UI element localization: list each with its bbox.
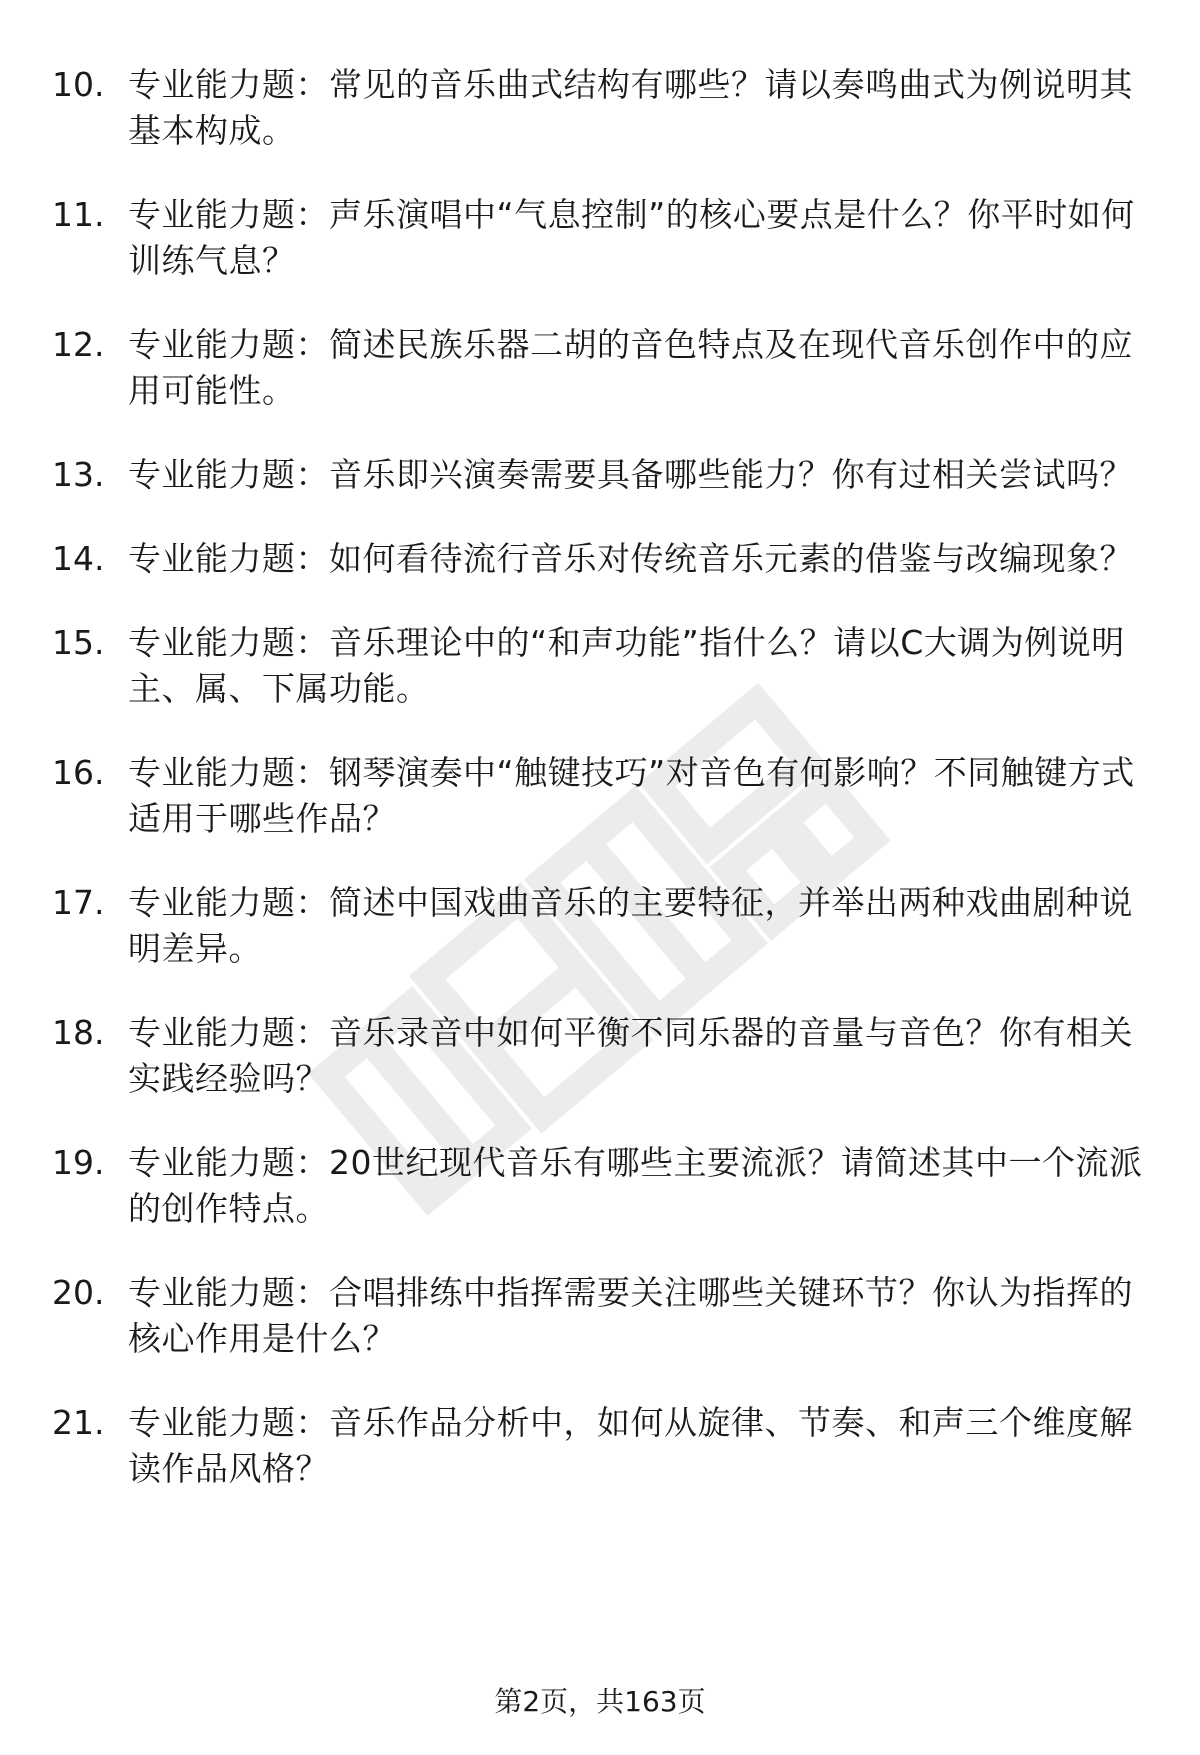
question-text: 专业能力题：声乐演唱中“气息控制”的核心要点是什么？你平时如何训练气息？	[128, 195, 1135, 280]
question-text: 专业能力题：钢琴演奏中“触键技巧”对音色有何影响？不同触键方式适用于哪些作品？	[128, 753, 1135, 838]
list-item	[52, 1140, 1152, 1232]
question-number: 12.	[52, 325, 105, 364]
list-item	[52, 620, 1152, 712]
list-item	[52, 880, 1152, 972]
list-item	[52, 322, 1152, 414]
question-number: 10.	[52, 65, 105, 104]
question-number: 13.	[52, 455, 105, 494]
question-number: 14.	[52, 539, 105, 578]
question-number: 21.	[52, 1403, 105, 1442]
list-item	[52, 1270, 1152, 1362]
question-number: 11.	[52, 195, 105, 234]
question-text: 专业能力题：常见的音乐曲式结构有哪些？请以奏鸣曲式为例说明其基本构成。	[128, 65, 1133, 150]
question-text: 专业能力题：音乐录音中如何平衡不同乐器的音量与音色？你有相关实践经验吗？	[128, 1013, 1133, 1098]
question-text: 专业能力题：简述中国戏曲音乐的主要特征，并举出两种戏曲剧种说明差异。	[128, 883, 1133, 968]
list-item	[52, 62, 1152, 154]
question-number: 15.	[52, 623, 105, 662]
question-number: 19.	[52, 1143, 105, 1182]
question-text: 专业能力题：合唱排练中指挥需要关注哪些关键环节？你认为指挥的核心作用是什么？	[128, 1273, 1133, 1358]
question-text: 专业能力题：音乐即兴演奏需要具备哪些能力？你有过相关尝试吗？	[128, 455, 1133, 494]
list-item	[52, 192, 1152, 284]
question-list	[52, 62, 1152, 1530]
list-item	[52, 1400, 1152, 1492]
question-number: 16.	[52, 753, 105, 792]
question-text: 专业能力题：20世纪现代音乐有哪些主要流派？请简述其中一个流派的创作特点。	[128, 1143, 1143, 1228]
question-text: 专业能力题：音乐理论中的“和声功能”指什么？请以C大调为例说明主、属、下属功能。	[128, 623, 1125, 708]
page-footer: 第2页，共163页	[494, 1685, 706, 1718]
list-item	[52, 750, 1152, 842]
question-number: 17.	[52, 883, 105, 922]
question-number: 20.	[52, 1273, 105, 1312]
list-item	[52, 1010, 1152, 1102]
question-text: 专业能力题：如何看待流行音乐对传统音乐元素的借鉴与改编现象？	[128, 539, 1133, 578]
list-item	[52, 536, 1152, 582]
question-text: 专业能力题：简述民族乐器二胡的音色特点及在现代音乐创作中的应用可能性。	[128, 325, 1133, 410]
list-item	[52, 452, 1152, 498]
question-number: 18.	[52, 1013, 105, 1052]
question-text: 专业能力题：音乐作品分析中，如何从旋律、节奏、和声三个维度解读作品风格？	[128, 1403, 1133, 1488]
